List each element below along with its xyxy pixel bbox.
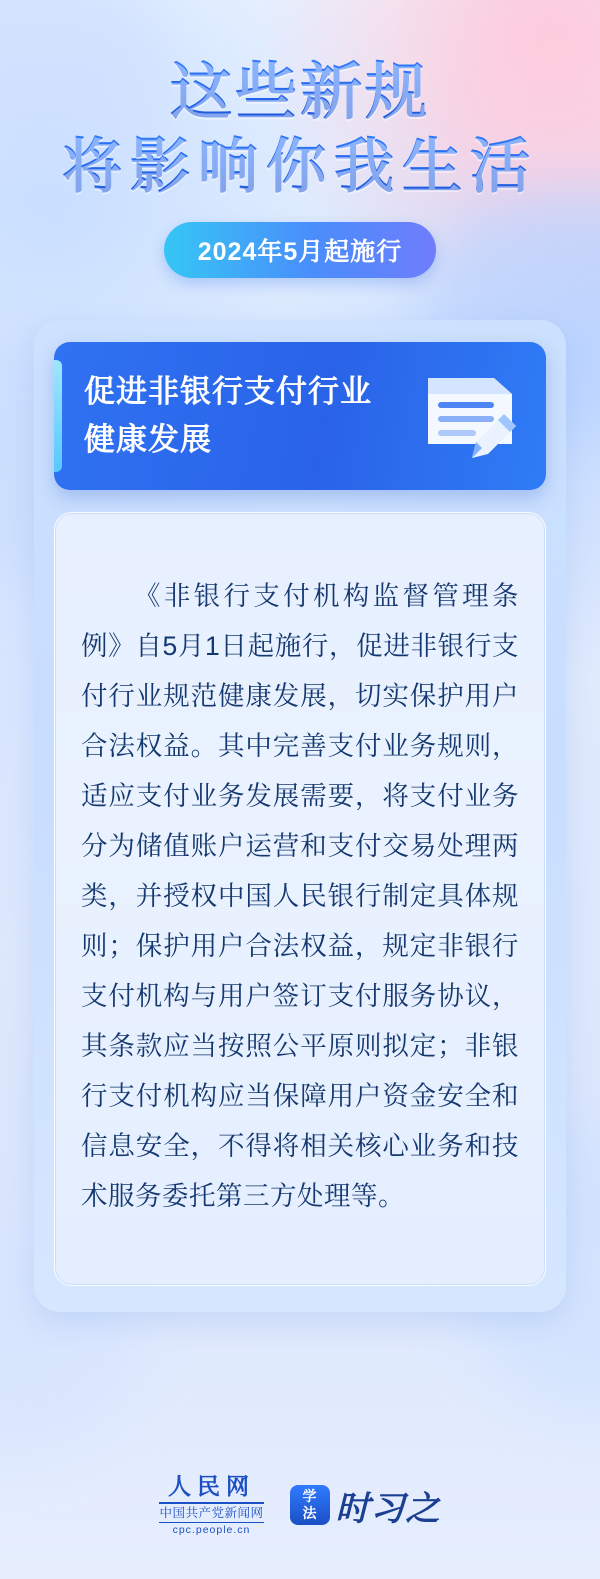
policy-body-text: 《非银行支付机构监督管理条例》自5月1日起施行，促进非银行支付行业规范健康发展，切实保护用户合法权益。其中完善支付业务规则，适应支付业务发展需要，将支付业务分为储值账户运营和支付交易处理两类，并授权中国人民银行制定具体规则；保护用户合法权益，规定非银行支付机构与用户签订支付服务协议，其条款应当按照公平原则拟定；非银行支付机构应当保障用户资金安全和信息安全，不得将相关核心业务和技术服务委托第三方处理等。: [81, 581, 519, 1211]
people-cn-url: cpc.people.cn: [172, 1524, 251, 1537]
shixizhi-text: 时习之: [335, 1490, 441, 1528]
document-pen-icon: [420, 368, 524, 464]
shixizhi-logo: [290, 1481, 441, 1530]
people-cn-name: 人民网: [167, 1472, 255, 1499]
people-cn-logo: [159, 1474, 263, 1538]
people-cn-subtitle: 中国共产党新闻网: [159, 1502, 263, 1523]
policy-card: [34, 320, 566, 1312]
accent-bar: [54, 360, 62, 472]
xuefa-mark-line-2: 法: [302, 1505, 317, 1522]
headline-line-1: 这些新规: [0, 56, 600, 130]
effective-date-badge: 2024年5月起施行: [164, 222, 437, 278]
xuefa-mark-icon: [290, 1485, 330, 1525]
badge-container: [0, 222, 600, 278]
xuefa-mark-line-1: 学: [302, 1488, 317, 1505]
poster-header: [0, 0, 600, 278]
policy-card-header: [54, 342, 546, 490]
poster-footer: [0, 1474, 600, 1538]
policy-title: 促进非银行支付行业健康发展: [84, 374, 372, 457]
headline-line-2: 将影响你我生活: [0, 130, 600, 204]
policy-card-body: [54, 512, 546, 1286]
